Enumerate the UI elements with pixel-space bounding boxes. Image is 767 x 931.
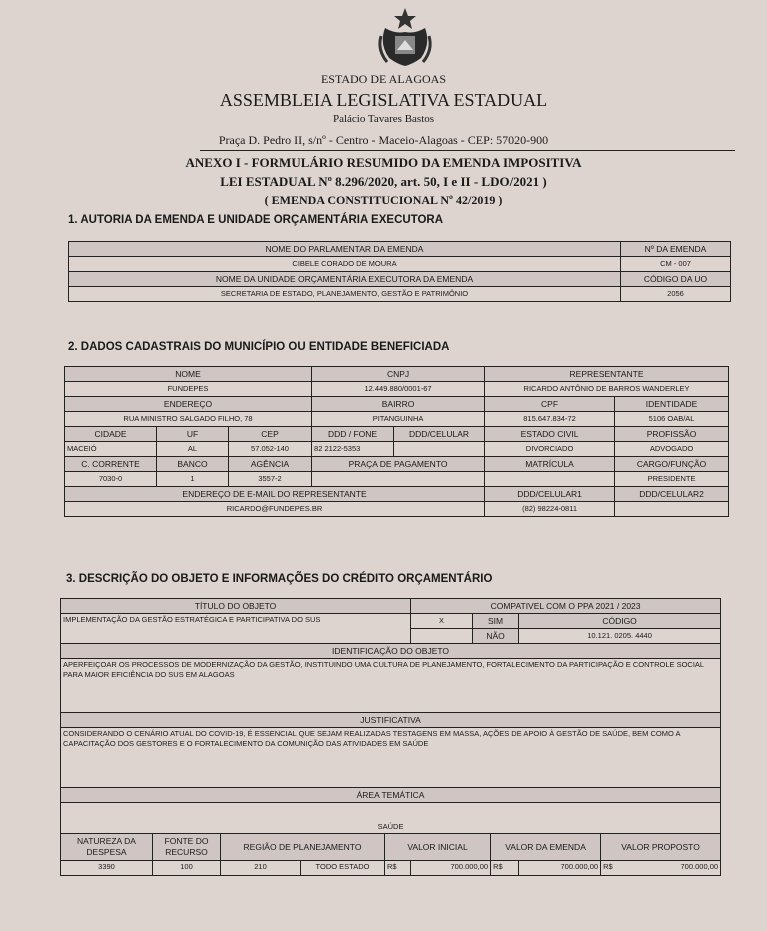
law-title: LEI ESTADUAL Nº 8.296/2020, art. 50, I e II - LDO/2021 ) <box>220 174 547 189</box>
bairro-label: BAIRRO <box>312 397 485 412</box>
sim-mark: X <box>411 614 473 629</box>
justificativa-value: CONSIDERANDO O CENÁRIO ATUAL DO COVID-19, É ESSENCIAL QUE SEJAM REALIZADAS TESTAGENS EM MASSA, AÇÕES DE APOIO À GESTÃO DE SAÚDE, BEM COMO A CAPACITAÇÃO DOS GESTORES E O FORTALECIMENTO DA COMUNIÇÃO DAS ATIVIDADES EM SAÚDE <box>61 728 721 788</box>
banco-label: BANCO <box>157 457 229 472</box>
profissao-label: PROFISSÃO <box>615 427 729 442</box>
unidade-value: SECRETARIA DE ESTADO, PLANEJAMENTO, GESTÃO E PATRIMÔNIO <box>69 287 621 302</box>
bairro-value: PITANGUINHA <box>312 412 485 427</box>
state-crest-icon <box>375 6 435 68</box>
identificacao-value: APERFEIÇOAR OS PROCESSOS DE MODERNIZAÇÃO DA GESTÃO, INSTITUINDO UMA CULTURA DE PLANEJAMENTO, FORTALECIMENTO DA PARTICIPAÇÃO E CONTROLE SOCIAL PARA MAIOR EFICIÊNCIA DO SUS EM ALAGOAS <box>61 659 721 713</box>
sim-option: SIM <box>473 614 519 629</box>
section-3-title: 3. DESCRIÇÃO DO OBJETO E INFORMAÇÕES DO CRÉDITO ORÇAMENTÁRIO <box>66 573 493 585</box>
matricula-label: MATRÍCULA <box>485 457 615 472</box>
praca-pagamento-label: PRAÇA DE PAGAMENTO <box>312 457 485 472</box>
nome-value: FUNDEPES <box>65 382 312 397</box>
section-1-table <box>68 241 731 302</box>
titulo-objeto-label: TÍTULO DO OBJETO <box>61 599 411 614</box>
fonte-value: 100 <box>153 861 221 876</box>
codigo-uo-value: 2056 <box>621 287 731 302</box>
natureza-label: NATUREZA DA DESPESA <box>61 834 153 861</box>
ddd-celular-value <box>394 442 485 457</box>
representante-label: REPRESENTANTE <box>485 367 729 382</box>
valor-inicial-value: 700.000,00 <box>411 861 491 876</box>
nome-label: NOME <box>65 367 312 382</box>
celular1-value: (82) 98224-0811 <box>485 502 615 517</box>
palace-name: Palácio Tavares Bastos <box>332 113 435 125</box>
justificativa-label: JUSTIFICATIVA <box>61 713 721 728</box>
email-value: RICARDO@FUNDEPES.BR <box>65 502 485 517</box>
cep-label: CEP <box>229 427 312 442</box>
valor-proposto-label: VALOR PROPOSTO <box>601 834 721 861</box>
cpf-value: 815.647.834-72 <box>485 412 615 427</box>
fonte-label: FONTE DO RECURSO <box>153 834 221 861</box>
nao-option: NÃO <box>473 629 519 644</box>
valor-emenda-label: VALOR DA EMENDA <box>491 834 601 861</box>
conta-corrente-value: 7030-0 <box>65 472 157 487</box>
section-2-title: 2. DADOS CADASTRAIS DO MUNICÍPIO OU ENTIDADE BENEFICIADA <box>68 341 450 353</box>
emenda-number-label: Nº DA EMENDA <box>621 242 731 257</box>
celular2-label: DDD/CELULAR2 <box>615 487 729 502</box>
regiao-code: 210 <box>221 861 301 876</box>
endereco-value: RUA MINISTRO SALGADO FILHO, 78 <box>65 412 312 427</box>
address: Praça D. Pedro II, s/nº - Centro - Maceio-Alagoas - CEP: 57020-900 <box>218 133 549 147</box>
ddd-fone-label: DDD / FONE <box>312 427 394 442</box>
identificacao-label: IDENTIFICAÇÃO DO OBJETO <box>61 644 721 659</box>
area-tematica-value: SAÚDE <box>61 803 721 834</box>
annex-title: ANEXO I - FORMULÁRIO RESUMIDO DA EMENDA IMPOSITIVA <box>185 155 582 170</box>
estado-civil-value: DIVORCIADO <box>485 442 615 457</box>
section-1-title: 1. AUTORIA DA EMENDA E UNIDADE ORÇAMENTÁRIA EXECUTORA <box>68 214 444 226</box>
unidade-label: NOME DA UNIDADE ORÇAMENTÁRIA EXECUTORA DA EMENDA <box>69 272 621 287</box>
profissao-value: ADVOGADO <box>615 442 729 457</box>
cpf-label: CPF <box>485 397 615 412</box>
codigo-uo-label: CÓDIGO DA UO <box>621 272 731 287</box>
agencia-label: AGÊNCIA <box>229 457 312 472</box>
valor-emenda-value: 700.000,00 <box>519 861 601 876</box>
conta-corrente-label: C. CORRENTE <box>65 457 157 472</box>
amendment-title: ( EMENDA CONSTITUCIONAL Nº 42/2019 ) <box>264 193 503 207</box>
ddd-fone-value: 82 2122-5353 <box>312 442 394 457</box>
section-3-table <box>60 598 721 876</box>
identidade-value: 5106 OAB/AL <box>615 412 729 427</box>
natureza-value: 3390 <box>61 861 153 876</box>
celular2-value <box>615 502 729 517</box>
currency-emenda: R$ <box>491 861 519 876</box>
matricula-value <box>485 472 615 487</box>
state-name: ESTADO DE ALAGOAS <box>320 72 447 86</box>
valor-inicial-label: VALOR INICIAL <box>385 834 491 861</box>
agencia-value: 3557-2 <box>229 472 312 487</box>
uf-value: AL <box>157 442 229 457</box>
cargo-value: PRESIDENTE <box>615 472 729 487</box>
uf-label: UF <box>157 427 229 442</box>
regiao-label: REGIÃO DE PLANEJAMENTO <box>221 834 385 861</box>
praca-pagamento-value <box>312 472 485 487</box>
cep-value: 57.052-140 <box>229 442 312 457</box>
currency-proposto: R$ <box>603 862 613 871</box>
valor-proposto-value: 700.000,00 <box>680 862 719 871</box>
cidade-value: MACEIÓ <box>65 442 157 457</box>
ddd-celular-label: DDD/CELULAR <box>394 427 485 442</box>
parlamentar-label: NOME DO PARLAMENTAR DA EMENDA <box>69 242 621 257</box>
codigo-value: 10.121. 0205. 4440 <box>519 629 721 644</box>
emenda-number-value: CM - 007 <box>621 257 731 272</box>
codigo-label: CÓDIGO <box>519 614 721 629</box>
header-divider <box>200 150 735 151</box>
area-tematica-label: ÁREA TEMÁTICA <box>61 788 721 803</box>
cargo-label: CARGO/FUNÇÃO <box>615 457 729 472</box>
banco-value: 1 <box>157 472 229 487</box>
section-2-table <box>64 366 729 517</box>
cidade-label: CIDADE <box>65 427 157 442</box>
representante-value: RICARDO ANTÔNIO DE BARROS WANDERLEY <box>485 382 729 397</box>
assembly-name: ASSEMBLEIA LEGISLATIVA ESTADUAL <box>219 90 548 110</box>
email-label: ENDEREÇO DE E-MAIL DO REPRESENTANTE <box>65 487 485 502</box>
endereco-label: ENDEREÇO <box>65 397 312 412</box>
ppa-label: COMPATIVEL COM O PPA 2021 / 2023 <box>411 599 721 614</box>
cnpj-value: 12.449.880/0001-67 <box>312 382 485 397</box>
nao-mark <box>411 629 473 644</box>
titulo-objeto-value: IMPLEMENTAÇÃO DA GESTÃO ESTRATÉGICA E PARTICIPATIVA DO SUS <box>61 614 411 644</box>
regiao-value: TODO ESTADO <box>301 861 385 876</box>
celular1-label: DDD/CELULAR1 <box>485 487 615 502</box>
parlamentar-value: CIBELE CORADO DE MOURA <box>69 257 621 272</box>
valor-proposto-cell <box>601 861 721 876</box>
estado-civil-label: ESTADO CIVIL <box>485 427 615 442</box>
cnpj-label: CNPJ <box>312 367 485 382</box>
currency-inicial: R$ <box>385 861 411 876</box>
identidade-label: IDENTIDADE <box>615 397 729 412</box>
